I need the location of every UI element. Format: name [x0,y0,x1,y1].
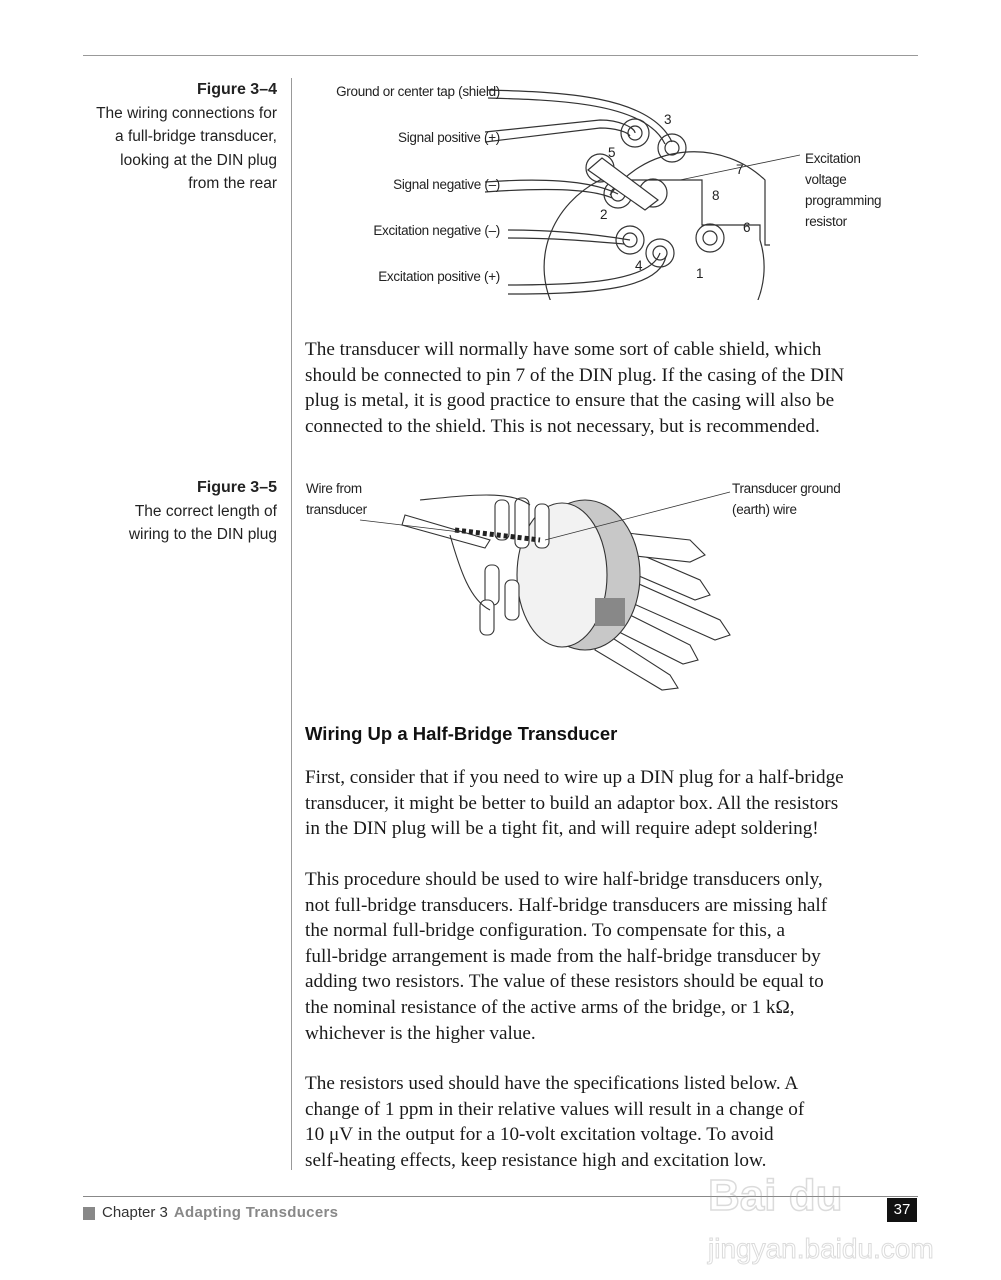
svg-text:Bai du: Bai du [708,1171,843,1220]
pin-label: 8 [712,188,720,203]
label-ground-wire [732,478,840,520]
label-ground-shield: Ground or center tap (shield) [336,84,500,99]
svg-text:jingyan.baidu.com: jingyan.baidu.com [708,1233,934,1264]
text-line: change of 1 ppm in their relative values will result in a change of [305,1098,805,1120]
label-wire-from-transducer [306,478,367,520]
callout-resistor [805,148,881,232]
callout-line: programming [805,193,882,208]
paragraph [305,337,844,439]
text-line: The transducer will normally have some sort of cable shield, which [305,339,822,360]
text-line: in the DIN plug will be a tight fit, and will require adept soldering! [305,818,819,840]
pin-label: 7 [736,162,744,177]
pin-label: 5 [608,145,616,160]
text-line: transducer, it might be better to build an adaptor box. All the resistors [305,792,839,814]
margin-rule [291,78,292,1170]
figure-3-5-caption [129,476,277,547]
paragraph [305,867,827,1046]
callout-line: voltage [805,172,847,187]
pin-label: 1 [696,266,704,281]
section-heading: Wiring Up a Half-Bridge Transducer [305,723,618,744]
chapter-marker-icon [83,1207,95,1220]
paragraph [305,765,844,842]
label-excitation-positive: Excitation positive (+) [378,269,500,284]
label-excitation-negative: Excitation negative (–) [373,223,500,238]
text-line: adding two resistors. The value of these resistors should be equal to [305,971,824,993]
caption-line: The correct length of [134,502,277,520]
caption-line: wiring to the DIN plug [128,526,277,543]
text-line: The resistors used should have the specifications listed below. A [305,1073,799,1094]
chapter-number: Chapter 3 [102,1204,168,1221]
text-line: the normal full-bridge configuration. To compensate for this, a [305,920,785,942]
din-plug-wiring-diagram [300,70,900,300]
figure-number: Figure 3–4 [196,81,277,98]
footer-chapter [102,1204,338,1221]
label-signal-positive: Signal positive (+) [398,130,500,145]
caption-line: a full-bridge transducer, [115,128,277,145]
label-line: Transducer ground [732,481,841,496]
caption-line: from the rear [188,175,277,192]
text-line: 10 μV in the output for a 10-volt excitation voltage. To avoid [305,1124,774,1146]
pin-label: 3 [664,112,672,127]
callout-line: Excitation [805,151,861,166]
chapter-title: Adapting Transducers [173,1204,339,1221]
text-line: should be connected to pin 7 of the DIN plug. If the casing of the DIN [305,364,845,386]
text-line: First, consider that if you need to wire up a DIN plug for a half-bridge [305,767,844,788]
text-line: plug is metal, it is good practice to ensure that the casing will also be [305,390,835,412]
watermark-logo [700,1160,950,1270]
text-line: This procedure should be used to wire half-bridge transducers only, [305,869,823,890]
din-plug-wire-length-illustration [300,470,900,700]
text-line: full-bridge arrangement is made from the half-bridge transducer by [305,945,821,967]
top-rule [83,55,918,56]
text-line: whichever is the higher value. [305,1022,536,1044]
text-line: the nominal resistance of the active arms of the bridge, or 1 kΩ, [305,996,795,1018]
text-line: connected to the shield. This is not necessary, but is recommended. [305,415,820,437]
pin-label: 4 [635,258,643,273]
callout-line: resistor [805,214,847,229]
caption-line: looking at the DIN plug [120,151,277,169]
page-number: 37 [887,1198,917,1222]
pin-label: 2 [600,207,608,222]
figure-number: Figure 3–5 [196,479,277,496]
pin-label: 6 [743,220,751,235]
caption-line: The wiring connections for [96,104,277,122]
figure-3-4-caption [96,78,277,196]
label-signal-negative: Signal negative (–) [393,177,500,192]
paragraph [305,1071,804,1173]
label-line: (earth) wire [732,502,797,517]
text-line: not full-bridge transducers. Half-bridge transducers are missing half [305,894,828,916]
label-line: Wire from [306,481,362,496]
text-line: self-heating effects, keep resistance high and excitation low. [305,1149,767,1171]
label-line: transducer [306,502,367,517]
